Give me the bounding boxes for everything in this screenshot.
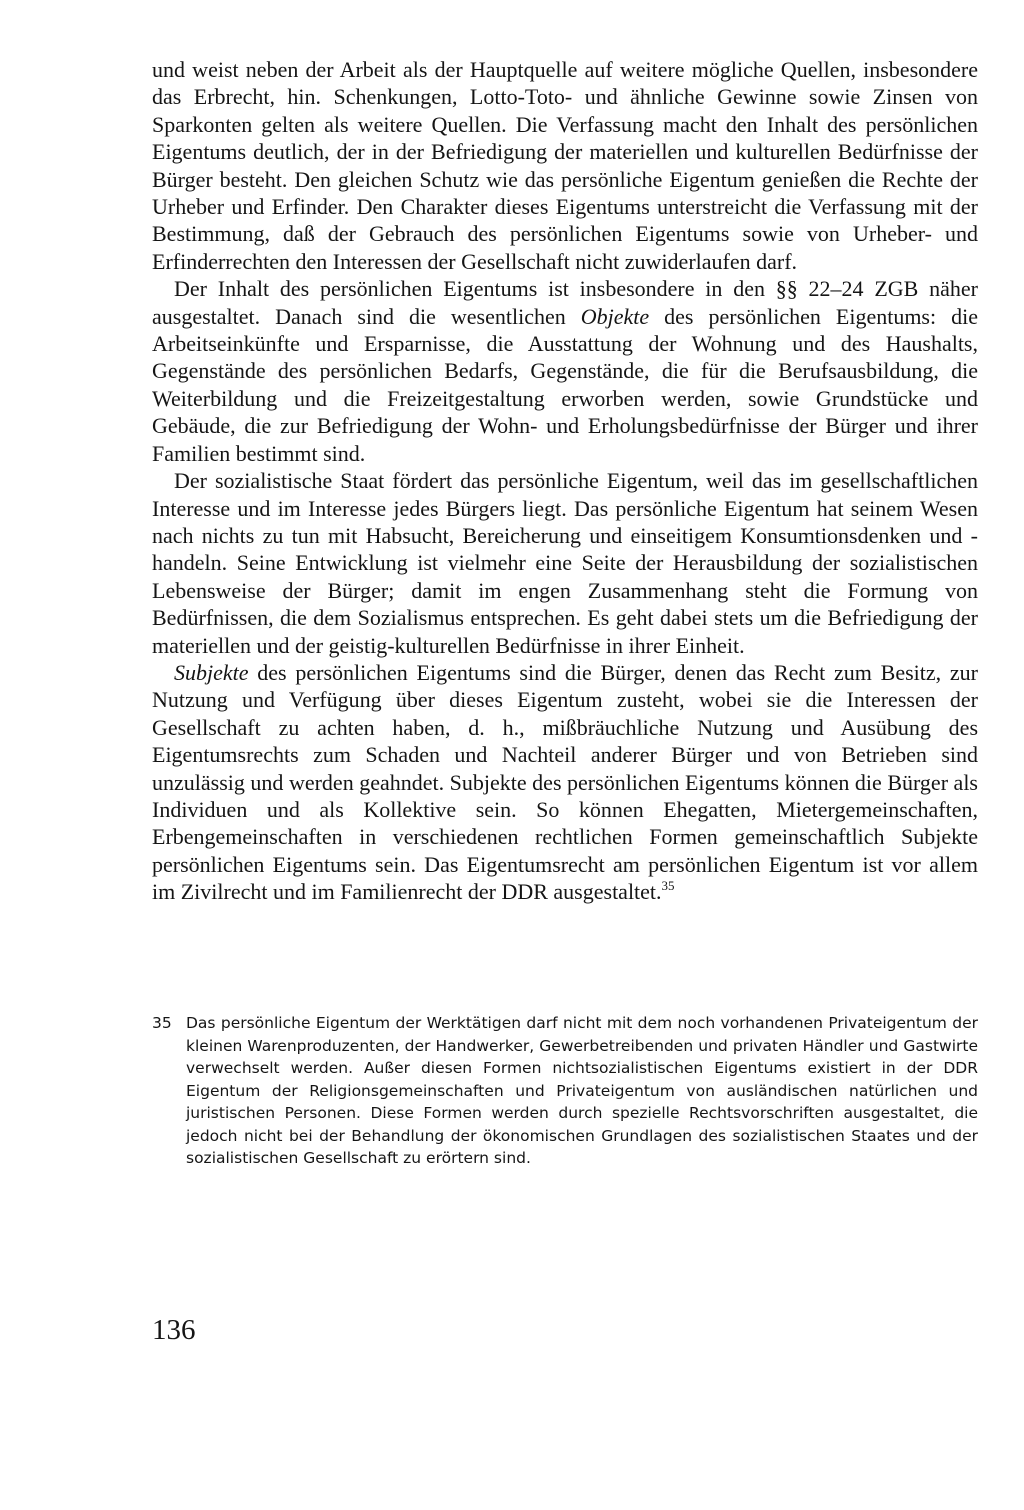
paragraph-1 <box>152 56 978 275</box>
paragraph-1-text: und weist neben der Arbeit als der Hauptquelle auf weitere mögliche Quellen, insbesondere das Erbrecht, hin. Schenkungen, Lotto-Toto- und ähnliche Gewinne sowie Zinsen von Sparkonten gelten als weitere Quellen. Die Verfassung macht den Inhalt des persönlichen Eigentums deutlich, der in der Befriedigung der materiellen und kulturellen Bedürfnisse der Bürger besteht. Den gleichen Schutz wie das persönliche Eigentum genießen die Rechte der Urheber und Erfinder. Den Charakter dieses Eigentums unterstreicht die Verfassung mit der Bestimmung, daß der Gebrauch des persönlichen Eigentums sowie von Urheber- und Erfinderrechten den Interessen der Gesellschaft nicht zuwiderlaufen darf. <box>152 57 978 274</box>
paragraph-2-end: des persönlichen Eigentums: die Arbeitseinkünfte und Ersparnisse, die Ausstattung der Wohnung und des Haushalts, Gegenstände des persönlichen Bedarfs, Gegenstände, die für die Berufsausbildung, die Weiterbildung und die Freizeitgestaltung erworben werden, sowie Grundstücke und Gebäude, die zur Befriedigung der Wohn- und Erholungsbedürfnisse der Bürger und ihrer Familien bestimmt sind. <box>152 303 978 466</box>
paragraph-2-start: Der Inhalt des persönlichen Eigentums ist insbesondere in den §§ 22–24 ZGB näher ausgestaltet. Danach sind die wesentlichen <box>152 276 978 329</box>
footnote-number: 35 <box>152 1014 172 1032</box>
footnote-text: Das persönliche Eigentum der Werktätigen darf nicht mit dem noch vorhandenen Privateigentum der kleinen Warenproduzenten, der Handwerker, Gewerbetreibenden und privaten Händler und Gastwirte verwechselt werden. Außer diesen Formen nichtsozialistischen Eigentums existiert in der DDR Eigentum der Religionsgemeinschaften und Privateigentum von ausländischen natürlichen und juristischen Personen. Diese Formen werden durch spezielle Rechtsvorschriften ausgestaltet, die jedoch nicht bei der Behandlung der ökonomischen Grundlagen des sozialistischen Staates und der sozialistischen Gesellschaft zu erörtern sind. <box>186 1014 978 1167</box>
paragraph-4-text: des persönlichen Eigentums sind die Bürger, denen das Recht zum Besitz, zur Nutzung und Verfügung über dieses Eigentum zusteht, wobei sie die Interessen der Gesellschaft zu achten haben, d. h., mißbräuchliche Nutzung und Ausübung des Eigentumsrechts zum Schaden und Nachteil anderer Bürger und von Betrieben sind unzulässig und werden geahndet. Subjekte des persönlichen Eigentums können die Bürger als Individuen und als Kollektive sein. So können Ehegatten, Mietergemeinschaften, Erbengemeinschaften in verschiedenen rechtlichen Formen gemeinschaftlich Subjekte persönlichen Eigentums sein. Das Eigentumsrecht am persönlichen Eigentum ist vor allem im Zivilrecht und im Familienrecht der DDR ausgestaltet. <box>152 659 978 905</box>
paragraph-3-text: Der sozialistische Staat fördert das persönliche Eigentum, weil das im gesellschaftlichen Interesse und im Interesse jedes Bürgers liegt. Das persönliche Eigentum hat seinem Wesen nach nichts zu tun mit Habsucht, Bereicherung und einseitigem Konsumtionsdenken und -handeln. Seine Entwicklung ist vielmehr eine Seite der Herausbildung der sozialistischen Lebensweise der Bürger; damit im engen Zusammenhang steht die Formung von Bedürfnissen, die dem Sozialismus entsprechen. Es geht dabei stets um die Befriedigung der materiellen und der geistig-kulturellen Bedürfnisse in ihrer Einheit. <box>152 468 978 658</box>
paragraph-3 <box>152 467 978 659</box>
footnote <box>152 1012 978 1170</box>
page-number: 136 <box>152 1314 196 1346</box>
footnote-reference[interactable]: 35 <box>661 878 675 894</box>
emphasis-subjekte: Subjekte <box>174 659 249 685</box>
paragraph-4 <box>152 659 978 906</box>
main-text <box>152 56 978 906</box>
paragraph-2 <box>152 275 978 467</box>
emphasis-objekte: Objekte <box>580 303 650 329</box>
